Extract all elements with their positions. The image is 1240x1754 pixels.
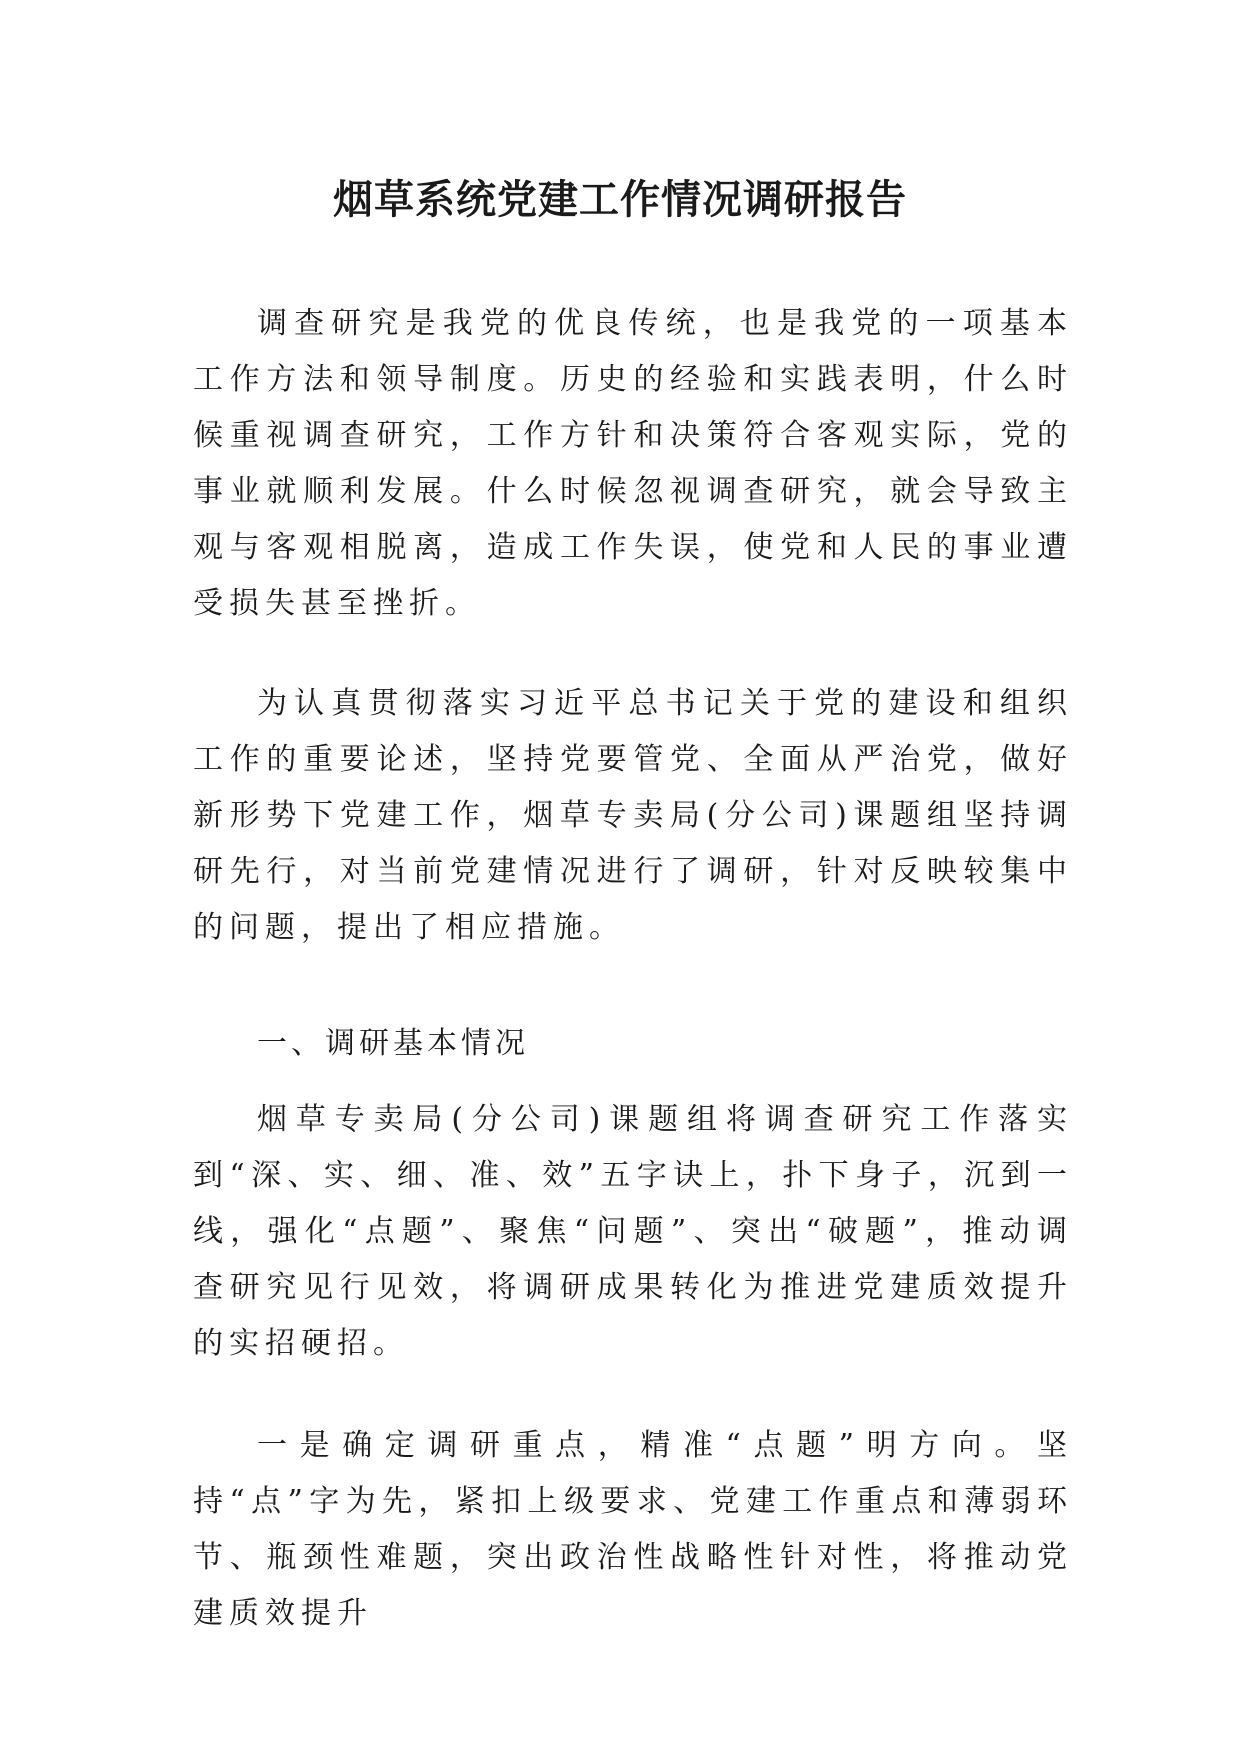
intro-paragraph-1: 调查研究是我党的优良传统，也是我党的一项基本工作方法和领导制度。历史的经验和实践表明，什么时候重视调查研究，工作方针和决策符合客观实际，党的事业就顺利发展。什么时候忽视调查研究，就会导致主观与客观相脱离，造成工作失误，使党和人民的事业遭受损失甚至挫折。 <box>193 306 1073 621</box>
section-paragraph-1: 烟草专卖局(分公司)课题组将调查研究工作落实到“深、实、细、准、效”五字诀上，扑下身子，沉到一线，强化“点题”、聚焦“问题”、突出“破题”，推动调查研究见行见效，将调研成果转化为推进党建质效提升的实招硬招。 <box>193 1102 1073 1361</box>
section-paragraph-2: 一是确定调研重点，精准“点题”明方向。坚持“点”字为先，紧扣上级要求、党建工作重点和薄弱环节、瓶颈性难题，突出政治性战略性针对性，将推动党建质效提升 <box>193 1428 1073 1631</box>
section-heading: 一、调研基本情况 <box>257 1026 529 1061</box>
document-title: 烟草系统党建工作情况调研报告 <box>333 177 907 223</box>
intro-paragraph-2: 为认真贯彻落实习近平总书记关于党的建设和组织工作的重要论述，坚持党要管党、全面从严治党，做好新形势下党建工作，烟草专卖局(分公司)课题组坚持调研先行，对当前党建情况进行了调研，针对反映较集中的问题，提出了相应措施。 <box>193 686 1073 945</box>
